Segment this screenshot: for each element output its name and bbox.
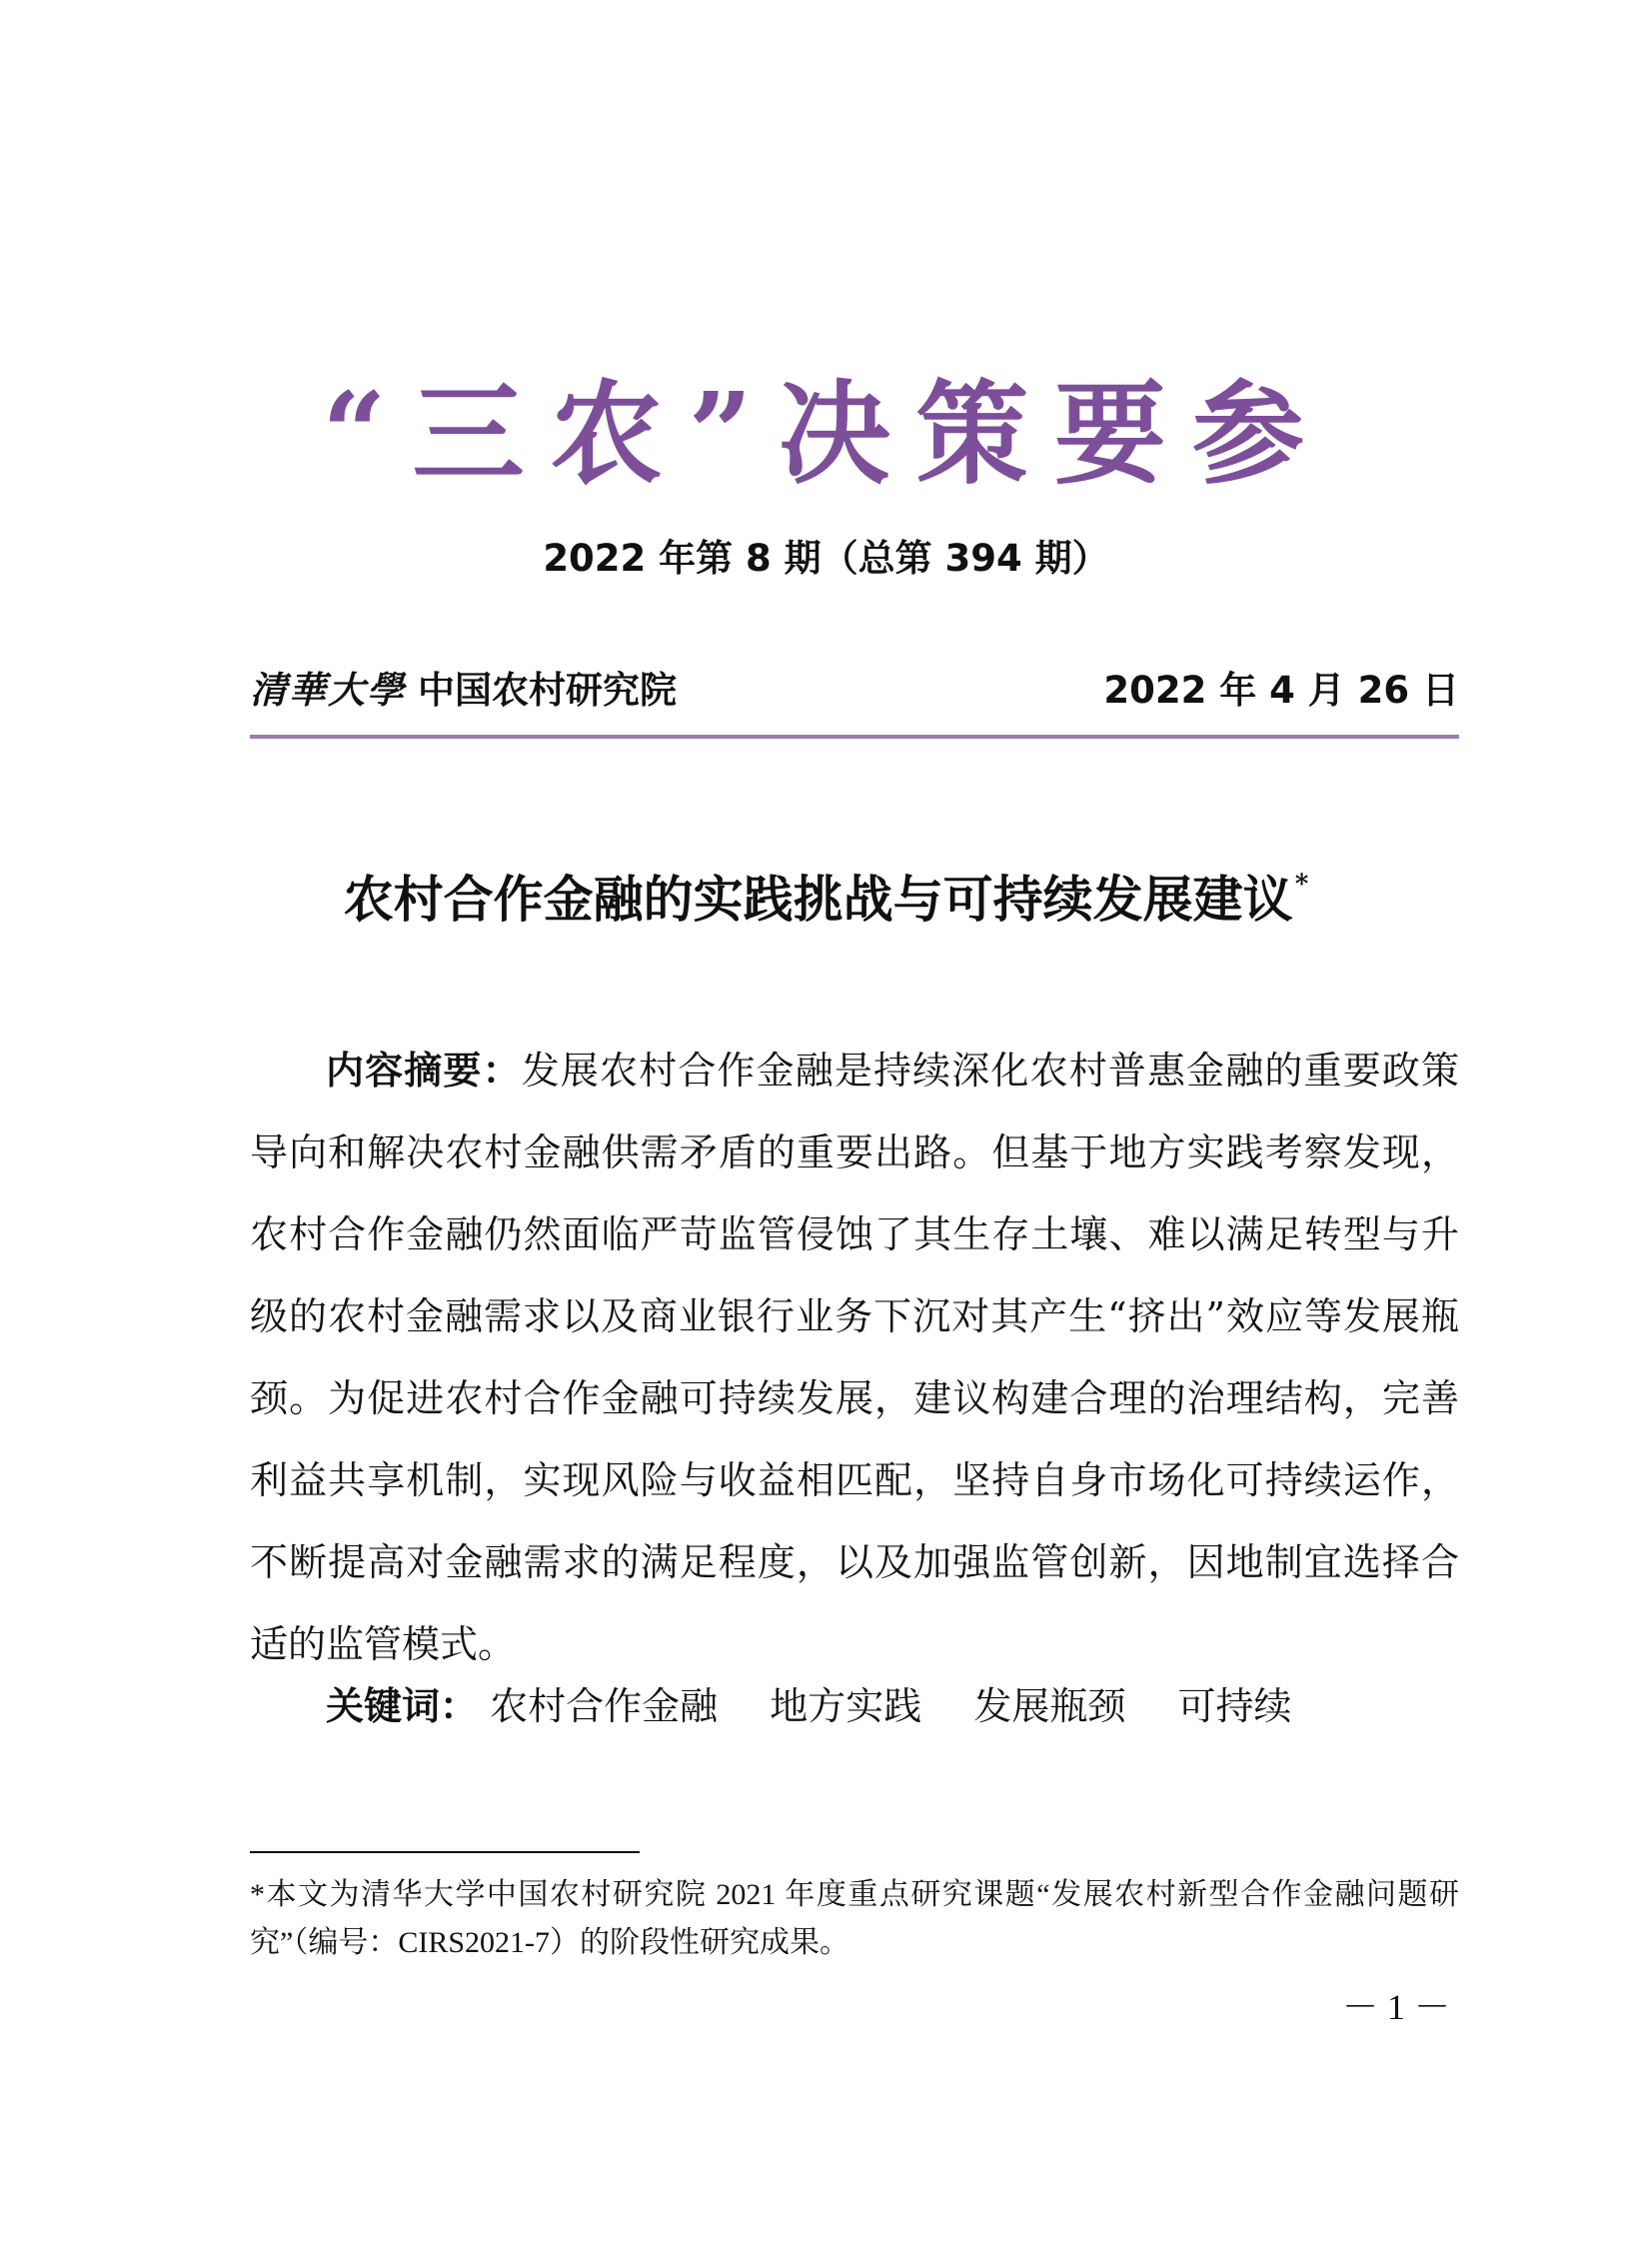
keywords bbox=[326, 1676, 1331, 1736]
abstract-text: 发展农村合作金融是持续深化农村普惠金融的重要政策导向和解决农村金融供需矛盾的重要出路。但基于地方实践考察发现，农村合作金融仍然面临严苛监管侵蚀了其生存土壤、难以满足转型与升级的农村金融需求以及商业银行业务下沉对其产生“挤出”效应等发展瓶颈。为促进农村合作金融可持续发展，建议构建合理的治理结构，完善利益共享机制，实现风险与收益相匹配，坚持自身市场化可持续运作，不断提高对金融需求的满足程度，以及加强监管创新，因地制宜选择合适的监管模式。 bbox=[250, 1049, 1459, 1666]
keyword-item: 农村合作金融 bbox=[490, 1684, 719, 1728]
institute-name: 中国农村研究院 bbox=[418, 669, 677, 712]
publisher-row bbox=[250, 660, 1459, 720]
publication-date: 2022 年 4 月 26 日 bbox=[1103, 669, 1459, 712]
keyword-item: 地方实践 bbox=[770, 1684, 922, 1728]
abstract-label: 内容摘要： bbox=[326, 1049, 522, 1093]
masthead-title: “三农”决策要参 bbox=[322, 369, 1330, 500]
keyword-item: 可持续 bbox=[1177, 1684, 1292, 1728]
issue-number: 2022 年第 8 期（总第 394 期） bbox=[543, 537, 1109, 580]
keywords-label: 关键词： bbox=[326, 1684, 479, 1728]
abstract bbox=[250, 1030, 1459, 1685]
keyword-item: 发展瓶颈 bbox=[973, 1684, 1126, 1728]
footnote: *本文为清华大学中国农村研究院 2021 年度重点研究课题“发展农村新型合作金融问题研究”（编号：CIRS2021-7）的阶段性研究成果。 bbox=[250, 1878, 1459, 1959]
article-title bbox=[0, 860, 1652, 932]
page-number: － 1 － bbox=[1341, 1987, 1450, 2027]
footnote-rule bbox=[250, 1851, 640, 1853]
university-logo-text: 清華大學 bbox=[250, 668, 406, 712]
article-title-text: 农村合作金融的实践挑战与可持续发展建议 bbox=[343, 870, 1293, 929]
header-divider bbox=[250, 735, 1459, 739]
footnote-marker: * bbox=[1294, 870, 1309, 900]
